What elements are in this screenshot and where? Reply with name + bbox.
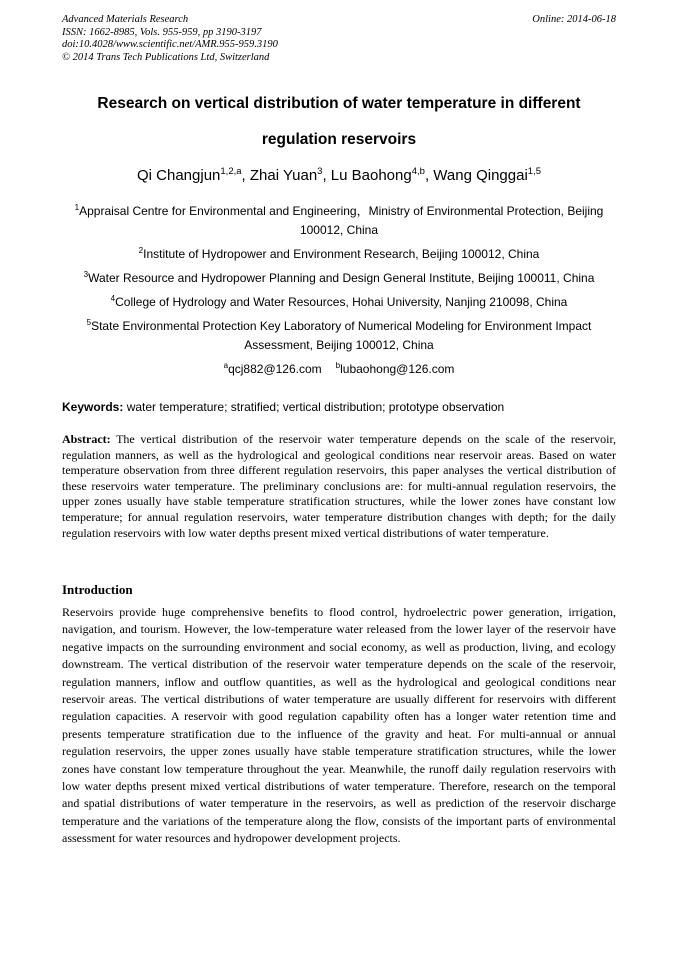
author-name: Lu Baohong xyxy=(330,167,412,184)
affiliation-number: 1 xyxy=(74,203,80,212)
author-superscript: 1,5 xyxy=(527,166,541,177)
affiliation-number: 4 xyxy=(110,294,116,303)
author-superscript: 4,b xyxy=(411,166,425,177)
email-line xyxy=(62,361,616,377)
author-name: Qi Changjun xyxy=(137,167,221,184)
email-superscript: b xyxy=(335,361,341,370)
abstract-paragraph xyxy=(62,432,616,541)
affiliation-1 xyxy=(62,202,616,240)
affiliation-text: State Environmental Protection Key Laboratory of Numerical Modeling for Environment Impact Assessment, Beijing 100012, China xyxy=(91,319,592,352)
introduction-paragraph: Reservoirs provide huge comprehensive benefits to flood control, hydroelectric power generation, irrigation, navigation, and tourism. However, the low-temperature water released from the lower layer of the reservoir have negative impacts on the surrounding environment and social economy, as well as production, living, and ecology downstream. The vertical distribution of the reservoir water temperature depends on the scale of the reservoir, regulation manners, inflow and outflow quantities, as well as the hydrological and geological conditions near reservoir areas. The vertical distributions of water temperature are usually different for reservoirs with different regulation capacities. A reservoir with good regulation capability often has a longer water retention time and presents temperature stratification due to the influence of the gravity and heat. For multi-annual or annual regulation reservoirs, the upper zones usually have stable temperature stratification structures, while the lower zones have constant low temperature throughout the year. Meanwhile, the runoff daily regulation reservoirs with low water depths present mixed vertical distributions of water temperature. Therefore, research on the temporal and spatial distributions of water temperature in the reservoirs, as well as prediction of the reservoir discharge temperature and the variations of the temperature along the flow, consists of the important parts of environmental assessment for water resources and hydropower development projects. xyxy=(62,605,616,846)
author-name: Wang Qinggai xyxy=(433,167,528,184)
email-superscript: a xyxy=(223,361,229,370)
affiliation-number: 2 xyxy=(138,246,144,255)
affiliation-5 xyxy=(62,317,616,355)
affiliation-4 xyxy=(62,293,616,312)
journal-info xyxy=(62,14,278,64)
author-separator: , xyxy=(322,167,331,184)
keywords-text: water temperature; stratified; vertical distribution; prototype observation xyxy=(123,400,505,414)
keywords-label: Keywords: xyxy=(62,400,124,414)
affiliation-text: Appraisal Centre for Environmental and Engineering，Ministry of Environmental Protection, Beijing 100012, China xyxy=(79,204,604,237)
introduction-heading: Introduction xyxy=(62,582,133,597)
doi-line: doi:10.4028/www.scientific.net/AMR.955-959.3190 xyxy=(62,39,278,50)
author-superscript: 3 xyxy=(317,166,323,177)
copyright-line: © 2014 Trans Tech Publications Ltd, Switzerland xyxy=(62,51,270,63)
affiliation-number: 5 xyxy=(86,318,92,327)
journal-name: Advanced Materials Research xyxy=(62,14,189,25)
author-separator: , xyxy=(424,167,434,184)
abstract-text: The vertical distribution of the reservoir water temperature depends on the scale of the reservoir, regulation manners, as well as the hydrological and geological conditions near reservoir areas. Based on water temperature observation from three different regulation reservoirs, this paper analyses the vertical distribution of these reservoirs water temperature. The preliminary conclusions are: for multi-annual regulation reservoirs, the upper zones usually have stable temperature stratification structures, while the lower zones have constant low temperature; for annual regulation reservoirs, water temperature distribution changes with depth; for the daily regulation reservoirs with low water depths present mixed vertical distributions of water temperature. xyxy=(62,432,616,540)
author-name: Zhai Yuan xyxy=(249,167,318,184)
affiliation-3 xyxy=(62,269,616,288)
affiliation-2 xyxy=(62,245,616,264)
keywords-paragraph xyxy=(62,399,616,415)
paper-title: Research on vertical distribution of water temperature in different regulation reservoirs xyxy=(97,95,581,148)
affiliation-text: College of Hydrology and Water Resources, Hohai University, Nanjing 210098, China xyxy=(115,295,568,309)
author-list xyxy=(62,166,616,186)
author-superscript: 1,2,a xyxy=(220,166,242,177)
affiliation-text: Water Resource and Hydropower Planning and Design General Institute, Beijing 100011, China xyxy=(88,271,595,285)
author-separator: , xyxy=(241,167,250,184)
issn-line: ISSN: 1662-8985, Vols. 955-959, pp 3190-3197 xyxy=(62,26,262,38)
affiliation-number: 3 xyxy=(83,270,89,279)
email-link[interactable]: lubaohong@126.com xyxy=(340,362,455,376)
affiliation-text: Institute of Hydropower and Environment Research, Beijing 100012, China xyxy=(143,247,540,261)
abstract-label: Abstract: xyxy=(62,432,111,446)
online-date: Online: 2014-06-18 xyxy=(532,14,616,25)
email-link[interactable]: qcj882@126.com xyxy=(228,362,322,376)
